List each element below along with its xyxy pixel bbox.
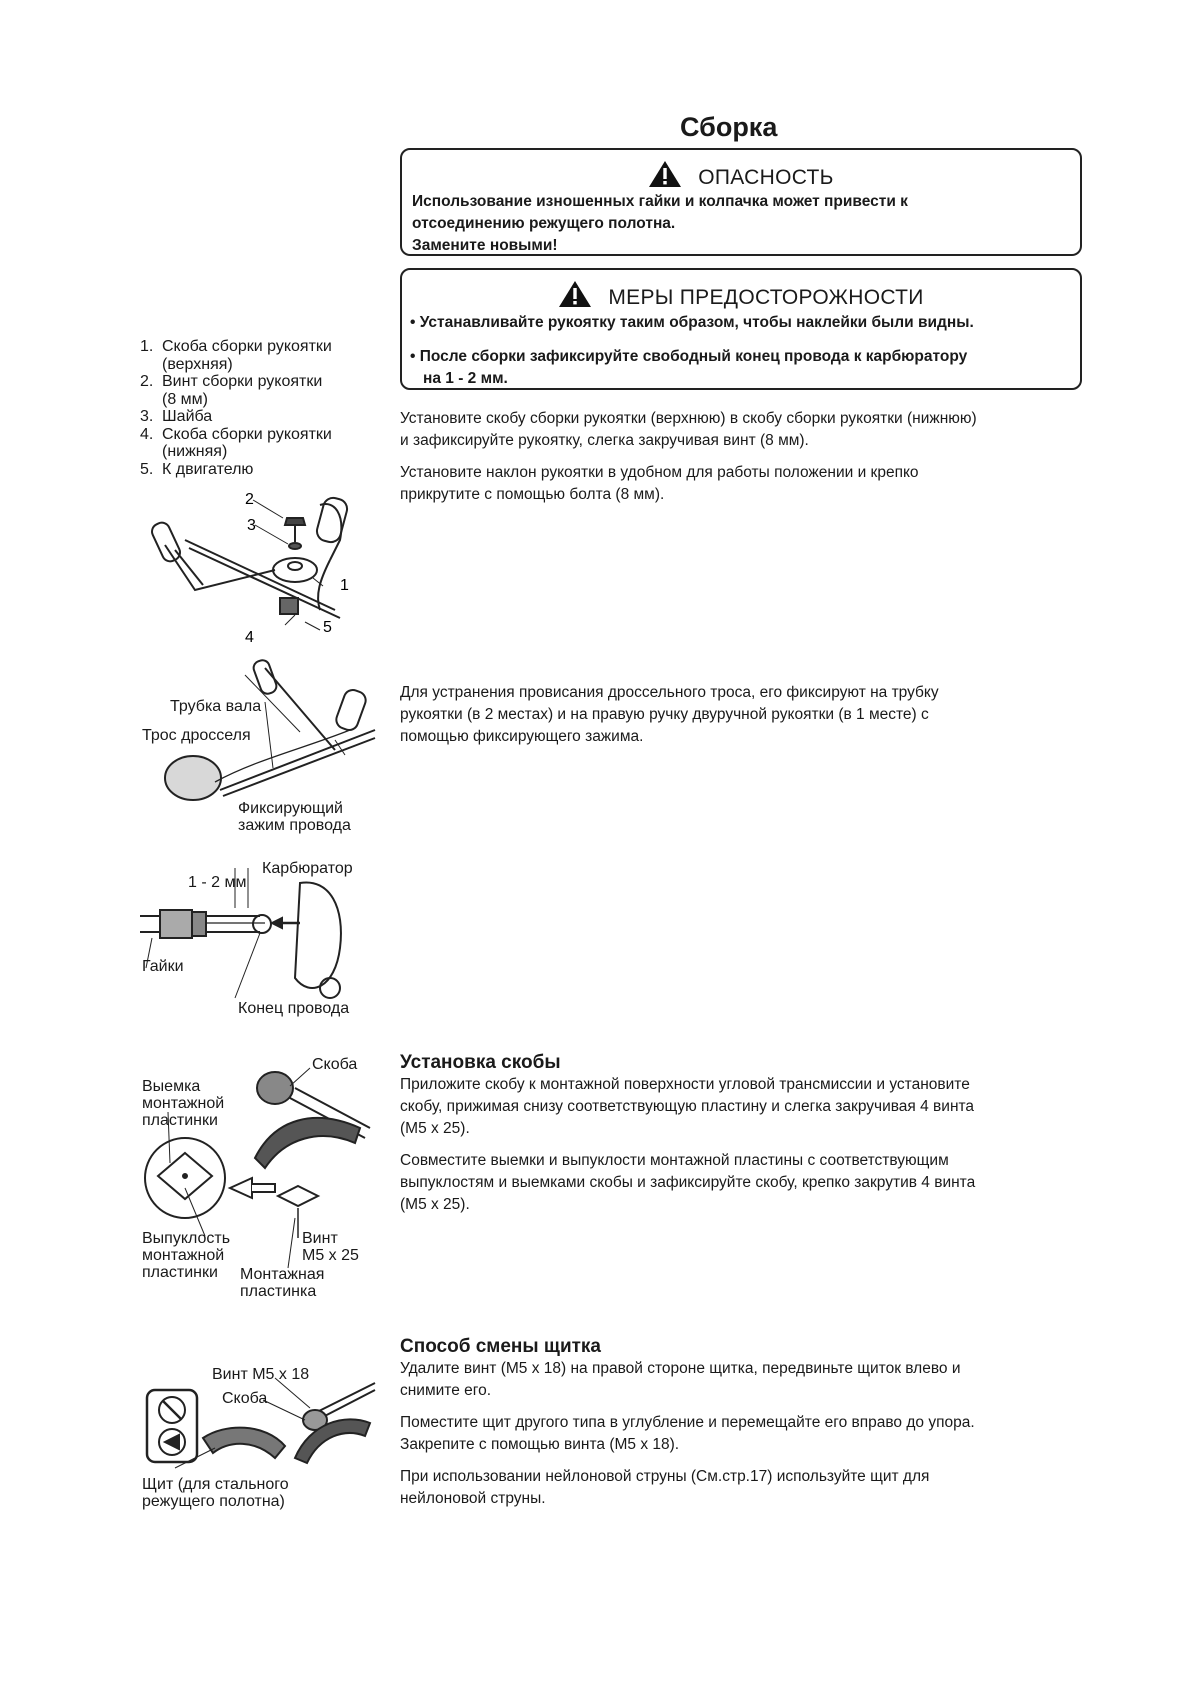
carburetor-figure: [140, 868, 370, 1008]
legend-item: 4. Скоба сборки рукоятки: [140, 425, 332, 443]
callout-5: 5: [323, 619, 332, 636]
section-heading: Установка скобы: [400, 1052, 561, 1073]
section-heading: Способ смены щитка: [400, 1336, 602, 1357]
label-steel-blade-shield: Щит (для стального режущего полотна): [142, 1476, 289, 1510]
label-plate-bump: Выпуклость монтажной пластинки: [142, 1230, 231, 1281]
caution-item: на 1 - 2 мм.: [423, 370, 508, 387]
label-plate-notch: Выемка монтажной пластинки: [142, 1078, 225, 1129]
guard-section: [400, 1336, 975, 1510]
legend-item: (верхняя): [162, 355, 233, 373]
caution-heading: [402, 280, 1080, 310]
danger-heading-text: ОПАСНОСТЬ: [698, 166, 834, 189]
callout-1: 1: [340, 577, 349, 594]
paragraph-line: Установите скобу сборки рукоятки (верхнюю) в скобу сборки рукоятки (нижнюю): [400, 410, 977, 427]
legend-item: 3. Шайба: [140, 408, 213, 425]
label-screw-m5x25: Винт M5 x 25: [302, 1230, 359, 1264]
label-wire-end: Конец провода: [238, 1000, 350, 1017]
label-shaft-tube: Трубка вала: [170, 698, 262, 715]
label-screw-m5x18: Винт M5 x 18: [212, 1366, 310, 1383]
legend-item: 5. К двигателю: [140, 460, 254, 478]
paragraph-line: (M5 x 25).: [400, 1120, 470, 1137]
paragraph-line: скобу, прижимая снизу соответствующую пластину и слегка закручивая 4 винта: [400, 1098, 975, 1115]
bracket-section: [400, 1052, 975, 1216]
paragraph-line: рукоятки (в 2 местах) и на правую ручку двуручной рукоятки (в 1 месте) с: [400, 706, 929, 723]
legend-item: (нижняя): [162, 443, 228, 460]
paragraph-line: Удалите винт (M5 x 18) на правой стороне щитка, передвиньте щиток влево и: [400, 1360, 961, 1377]
label-bracket: Скоба: [222, 1390, 268, 1407]
handle-assembly-figure: [145, 490, 385, 665]
label-gap: 1 - 2 мм: [188, 874, 247, 891]
label-bracket: Скоба: [312, 1056, 358, 1073]
danger-line: Замените новыми!: [412, 237, 558, 254]
paragraph-line: прикрутите с помощью болта (8 мм).: [400, 486, 665, 503]
page-title: Сборка: [680, 112, 778, 142]
paragraph-line: Установите наклон рукоятки в удобном для работы положении и крепко: [400, 464, 919, 481]
parts-legend: [140, 338, 332, 478]
callout-3: 3: [247, 517, 256, 534]
caution-box: [400, 268, 1082, 390]
paragraph-line: Поместите щит другого типа в углубление и перемещайте его вправо до упора.: [400, 1414, 975, 1431]
caution-heading-text: МЕРЫ ПРЕДОСТОРОЖНОСТИ: [608, 286, 924, 309]
danger-line: отсоединению режущего полотна.: [412, 215, 676, 232]
danger-box: [400, 148, 1082, 256]
legend-item: 1. Скоба сборки рукоятки: [140, 338, 332, 355]
paragraph-line: нейлоновой струны.: [400, 1490, 546, 1507]
paragraph-line: Закрепите с помощью винта (M5 x 18).: [400, 1436, 680, 1453]
paragraph-line: снимите его.: [400, 1382, 491, 1399]
shield-figure: [145, 1368, 375, 1478]
label-throttle-cable: Трос дросселя: [142, 727, 251, 744]
paragraph-line: выпуклостям и выемками скобы и зафиксируйте скобу, крепко закрутив 4 винта: [400, 1174, 976, 1191]
paragraph-line: и зафиксируйте рукоятку, слегка закручивая винт (8 мм).: [400, 432, 809, 449]
legend-item: 2. Винт сборки рукоятки: [140, 373, 323, 390]
danger-line: Использование изношенных гайки и колпачка может привести к: [412, 193, 908, 210]
danger-heading: [402, 160, 1080, 190]
warning-triangle-icon: [648, 160, 682, 188]
label-carburetor: Карбюратор: [262, 860, 353, 877]
cable-instructions: [400, 682, 939, 748]
callout-2: 2: [245, 491, 254, 508]
handle-instructions: [400, 408, 977, 506]
label-wire-clamp: Фиксирующий зажим провода: [238, 800, 351, 834]
label-nuts: Гайки: [142, 958, 184, 975]
warning-triangle-icon: [558, 280, 592, 308]
callout-4: 4: [245, 629, 254, 646]
label-mounting-plate: Монтажная пластинка: [240, 1266, 325, 1300]
paragraph-line: При использовании нейлоновой струны (См.стр.17) используйте щит для: [400, 1468, 930, 1485]
paragraph-line: (M5 x 25).: [400, 1196, 470, 1213]
paragraph-line: Для устранения провисания дроссельного троса, его фиксируют на трубку: [400, 684, 939, 701]
legend-item: (8 мм): [162, 390, 208, 408]
caution-item: • После сборки зафиксируйте свободный конец провода к карбюратору: [410, 348, 968, 365]
paragraph-line: Совместите выемки и выпуклости монтажной пластины с соответствующим: [400, 1152, 949, 1169]
caution-item: • Устанавливайте рукоятку таким образом, чтобы наклейки были видны.: [410, 314, 974, 331]
paragraph-line: помощью фиксирующего зажима.: [400, 728, 644, 745]
paragraph-line: Приложите скобу к монтажной поверхности угловой трансмиссии и установите: [400, 1076, 970, 1093]
